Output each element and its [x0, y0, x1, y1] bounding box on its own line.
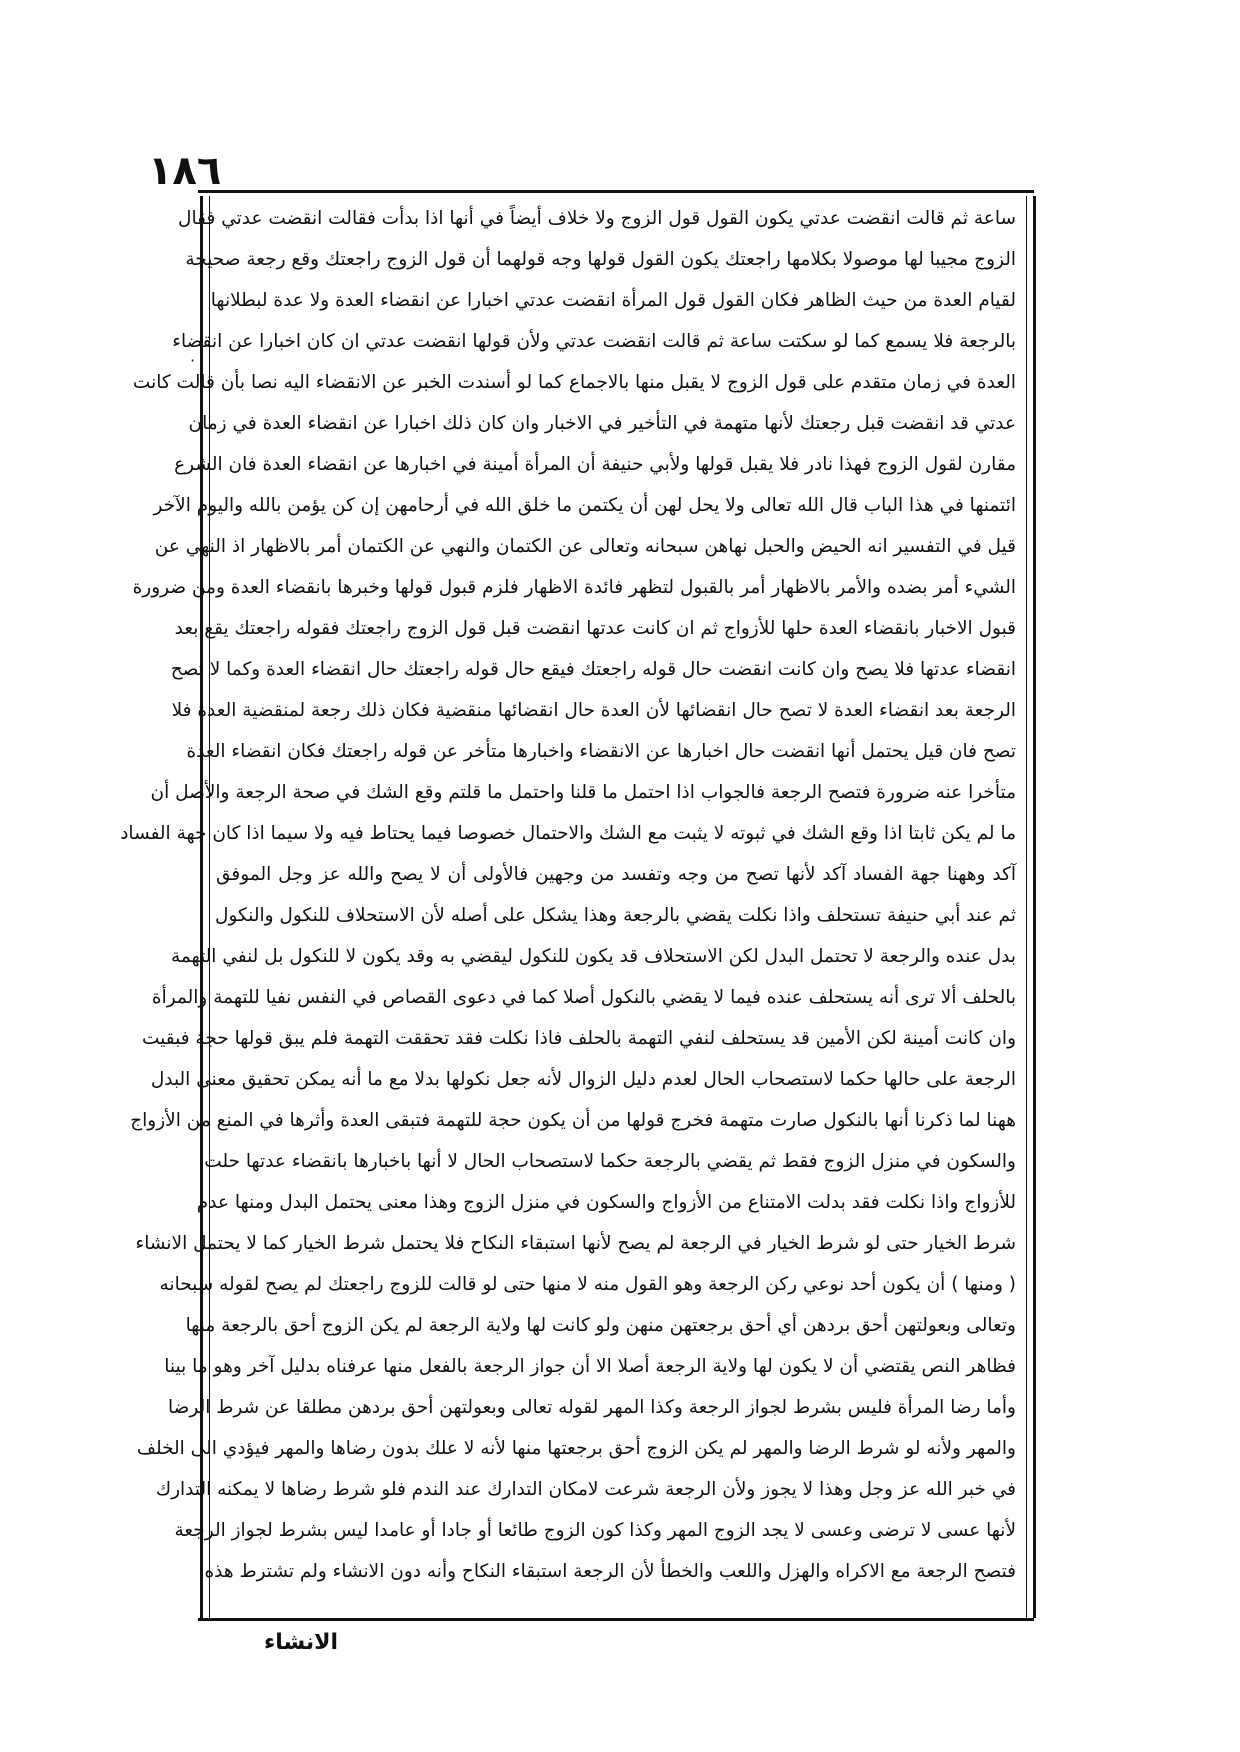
text-line: ( ومنها ) أن يكون أحد نوعي ركن الرجعة وهو القول منه لا منها حتى لو قالت للزوج راجعتك لم يصح لقوله سبحانه — [159, 1274, 1016, 1295]
text-line: انقضاء عدتها فلا يصح وان كانت انقضت حال قوله راجعتك فيقع حال قوله راجعتك حال انقضاء العدة وكما لا تصح — [170, 659, 1016, 680]
text-line: شرط الخيار حتى لو شرط الخيار في الرجعة لم يصح لأنها استبقاء النكاح فلا يحتمل شرط الخيار كما لا يحتمل الانشاء — [135, 1233, 1016, 1254]
text-line: لأنها عسى لا ترضى وعسى لا يجد الزوج المهر وكذا كون الزوج طائعا أو جادا أو عامدا ليس بشرط لجواز الرجعة — [174, 1520, 1016, 1541]
catchword: الانشاء — [264, 1630, 339, 1655]
text-line: فظاهر النص يقتضي أن لا يكون لها ولاية الرجعة أصلا الا أن جواز الرجعة بالفعل منها عرفناه بدليل آخر وهو ما بينا — [164, 1356, 1016, 1377]
text-line: بدل عنده والرجعة لا تحتمل البدل لكن الاستحلاف قد يكون للنكول ليقضي به وقد يكون لا للنكول بل لنفي التهمة — [170, 946, 1016, 967]
text-line: وان كانت أمينة لكن الأمين قد يستحلف لنفي التهمة بالحلف فاذا نكلت فقد تحققت التهمة فلم يبق قولها حجة فبقيت — [142, 1028, 1016, 1049]
text-line: ائتمنها في هذا الباب قال الله تعالى ولا يحل لهن أن يكتمن ما خلق الله في أرحامهن إن كن يؤمن بالله واليوم الآخر — [153, 495, 1016, 516]
text-line: بالرجعة فلا يسمع كما لو سكتت ساعة ثم قالت انقضت عدتي ولأن قولها انقضت عدتي ان كان اخبارا عن انقضاء — [172, 331, 1016, 352]
text-line: عدتي قد انقضت قبل رجعتك لأنها متهمة في التأخير في الاخبار وان كان ذلك اخبارا عن انقضاء العدة في زمان — [188, 413, 1016, 434]
text-line: بالحلف ألا ترى أنه يستحلف عنده فيما لا يقضي بالنكول أصلا كما في دعوى القصاص في النفس نفيا للتهمة والمرأة — [151, 987, 1016, 1008]
text-line: وأما رضا المرأة فليس بشرط لجواز الرجعة وكذا المهر لقوله تعالى وبعولتهن أحق بردهن مطلقا عن شرط الرضا — [168, 1397, 1016, 1418]
margin-mark: · — [190, 351, 196, 370]
bottom-rule — [198, 1618, 1034, 1621]
text-line: الرجعة على حالها حكما لاستصحاب الحال لعدم دليل الزوال لأنه جعل نكولها بدلا مع ما أنه يمكن تحقيق معنى البدل — [150, 1069, 1016, 1090]
body-text — [120, 198, 1016, 1592]
text-line: قبول الاخبار بانقضاء العدة حلها للأزواج ثم ان كانت عدتها انقضت قبل قول الزوج راجعتك فقوله راجعتك يقع بعد — [174, 618, 1016, 639]
text-line: متأخرا عنه ضرورة فتصح الرجعة فالجواب اذا احتمل ما قلنا واحتمل ما قلتم وقع الشك في صحة الرجعة والأصل أن — [150, 782, 1016, 803]
text-line: الزوج مجيبا لها موصولا بكلامها راجعتك يكون القول قولها وجه قولهما أن قول الزوج راجعتك وقع رجعة صحيحة — [185, 249, 1016, 270]
text-line: ههنا لما ذكرنا أنها بالنكول صارت متهمة فخرج قولها من أن يكون حجة للتهمة فتبقى العدة وأثرها في المنع من الأزواج — [130, 1110, 1016, 1131]
text-line: آكد وههنا جهة الفساد آكد لأنها تصح من وجه وتفسد من وجهين فالأولى أن لا يصح والله عز وجل الموفق — [216, 864, 1016, 885]
text-line: الرجعة بعد انقضاء العدة لا تصح حال انقضائها لأن العدة حال انقضائها منقضية فكان ذلك رجعة لمنقضية العدة فلا — [171, 700, 1016, 721]
text-line: وتعالى وبعولتهن أحق بردهن أي أحق برجعتهن منهن ولو كانت لها ولاية الرجعة لم يكن الزوج أحق بالرجعة منها — [185, 1315, 1016, 1336]
text-line: تصح فان قيل يحتمل أنها انقضت حال اخبارها عن الانقضاء واخبارها متأخر عن قوله راجعتك فكان انقضاء العدة — [186, 741, 1016, 762]
text-line: والسكون في منزل الزوج فقط ثم يقضي بالرجعة حكما لاستصحاب الحال لا أنها باخبارها بانقضاء عدتها حلت — [204, 1151, 1016, 1172]
text-line: مقارن لقول الزوج فهذا نادر فلا يقبل قولها ولأبي حنيفة أن المرأة أمينة في اخبارها عن انقضاء العدة فان الشرع — [174, 454, 1016, 475]
text-line: العدة في زمان متقدم على قول الزوج لا يقبل منها بالاجماع كما لو أسندت الخبر عن الانقضاء اليه نصا بأن قالت كانت — [132, 372, 1016, 393]
text-line: في خبر الله عز وجل وهذا لا يجوز ولأن الرجعة شرعت لامكان التدارك عند الندم فلو شرط رضاها لا يمكنه التدارك — [155, 1479, 1016, 1500]
text-line: لقيام العدة من حيث الظاهر فكان القول قول المرأة انقضت عدتي اخبارا عن انقضاء العدة ولا عدة لبطلانها — [210, 290, 1016, 311]
text-line: الشيء أمر بضده والأمر بالاظهار أمر بالقبول لتظهر فائدة الاظهار فلزم قبول قولها وخبرها بانقضاء العدة ومن ضرورة — [132, 577, 1016, 598]
text-line: ما لم يكن ثابتا اذا وقع الشك في ثبوته لا يثبت مع الشك والاحتمال خصوصا فيما يحتاط فيه ولا سيما اذا كان جهة الفساد — [120, 823, 1016, 844]
text-line: والمهر ولأنه لو شرط الرضا والمهر لم يكن الزوج أحق برجعتها منها لأنه لا علك بدون رضاها والمهر فيؤدي الى الخلف — [136, 1438, 1016, 1459]
top-rule — [198, 190, 1034, 193]
page-number: ١٨٦ — [148, 148, 222, 194]
text-line: ساعة ثم قالت انقضت عدتي يكون القول قول الزوج ولا خلاف أيضاً في أنها اذا بدأت فقالت انقضت عدتي فقال — [178, 208, 1016, 229]
text-line: فتصح الرجعة مع الاكراه والهزل واللعب والخطأ لأن الرجعة استبقاء النكاح وأنه دون الانشاء ولم تشترط هذه — [204, 1561, 1016, 1582]
text-line: قيل في التفسير انه الحيض والحبل نهاهن سبحانه وتعالى عن الكتمان والنهي عن الكتمان أمر بالاظهار اذ النهي عن — [154, 536, 1016, 557]
text-line: للأزواج واذا نكلت فقد بدلت الامتناع من الأزواج والسكون في منزل الزوج وهذا معنى يحتمل البدل ومنها عدم — [196, 1192, 1016, 1213]
text-line: ثم عند أبي حنيفة تستحلف واذا نكلت يقضي بالرجعة وهذا يشكل على أصله لأن الاستحلاف للنكول والنكول — [215, 905, 1016, 926]
